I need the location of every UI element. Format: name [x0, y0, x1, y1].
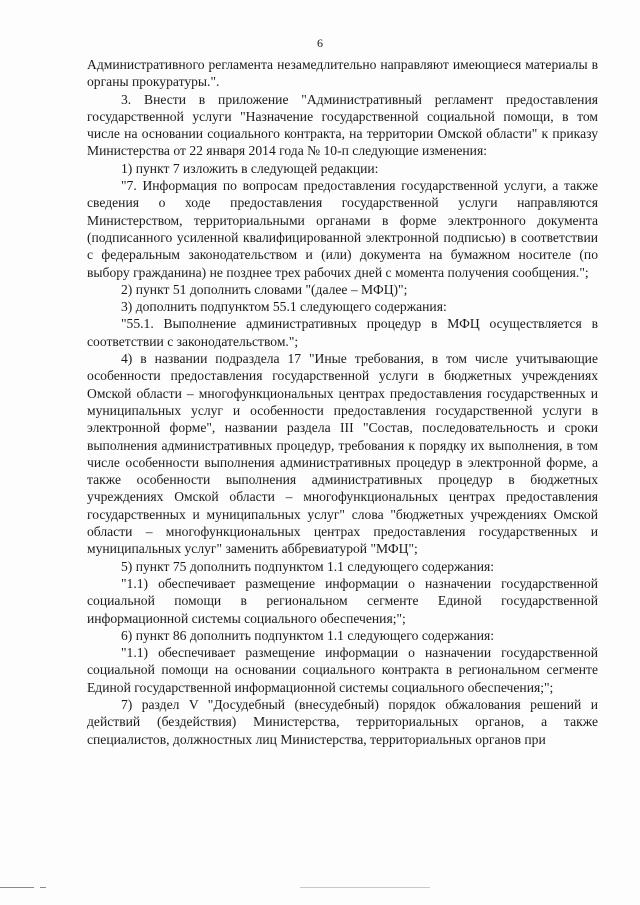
paragraph-quote-55-1: "55.1. Выполнение административных процедур в МФЦ осуществляется в соответствии с законодательством."; [87, 316, 598, 349]
scan-edge-marks [0, 887, 640, 891]
paragraph-item-3: 3. Внести в приложение "Административный регламент предоставления государственной услуги "Назначение государственной социальной помощи, в том числе на основании социального контракта, на территории Омской области" к приказу Министерства от 22 января 2014 года № 10-п следующие изменения: [87, 91, 598, 159]
paragraph-quote-1-1-b: "1.1) обеспечивает размещение информации о назначении государственной социальной помощи на основании социального контракта в региональном сегменте Единой государственной информационной системы социального обеспечения;"; [87, 645, 598, 695]
paragraph-subitem-6: 6) пункт 86 дополнить подпунктом 1.1 следующего содержания: [121, 627, 495, 643]
paragraph-subitem-3: 3) дополнить подпунктом 55.1 следующего содержания: [121, 299, 447, 315]
paragraph-continuation: Административного регламента незамедлительно направляют имеющиеся материалы в органы прокуратуры.". [87, 57, 598, 90]
document-body [87, 56, 598, 748]
page-number: 6 [317, 36, 323, 50]
paragraph-subitem-5: 5) пункт 75 дополнить подпунктом 1.1 следующего содержания: [121, 558, 495, 574]
paragraph-subitem-2: 2) пункт 51 дополнить словами "(далее – МФЦ)"; [121, 281, 408, 297]
paragraph-subitem-7: 7) раздел V "Досудебный (внесудебный) порядок обжалования решений и действий (бездействия) Министерства, территориальных органов, а также специалистов, должностных лиц Министерства, территориальных органов при [87, 696, 598, 747]
scan-mark [40, 887, 46, 888]
paragraph-subitem-1: 1) пункт 7 изложить в следующей редакции: [121, 160, 379, 176]
scan-mark [0, 887, 34, 888]
paragraph-quote-1-1-a: "1.1) обеспечивает размещение информации о назначении государственной социальной помощи в региональном сегменте Единой государственной информационной системы социального обеспечения;"; [87, 575, 598, 626]
paragraph-quote-7: "7. Информация по вопросам предоставления государственной услуги, а также сведения о ходе предоставления государственной услуги направляются Министерством, территориальными органами в форме электронного документа (подписанного усиленной квалифицированной электронной подписью) в соответствии с федеральным законодательством и (или) документа на бумажном носителе (по выбору гражданина) не позднее трех рабочих дней с момента получения сообщения."; [87, 178, 598, 280]
scan-mark [300, 887, 430, 888]
paragraph-subitem-4: 4) в названии подраздела 17 "Иные требования, в том числе учитывающие особенности предоставления государственной услуги в бюджетных учреждениях Омской области – многофункциональных центрах предоставления государственных и муниципальных услуг и особенности предоставления государственной услуги в электронной форме", названии раздела III "Состав, последовательность и сроки выполнения административных процедур, требования к порядку их выполнения, в том числе особенности выполнения административных процедур в электронной форме, а также особенности выполнения административных процедур в бюджетных учреждениях Омской области – многофункциональных центрах предоставления государственных и муниципальных услуг" слова "бюджетных учреждениях Омской области – многофункциональных центрах предоставления государственных и муниципальных услуг" заменить аббревиатурой "МФЦ"; [87, 351, 598, 557]
